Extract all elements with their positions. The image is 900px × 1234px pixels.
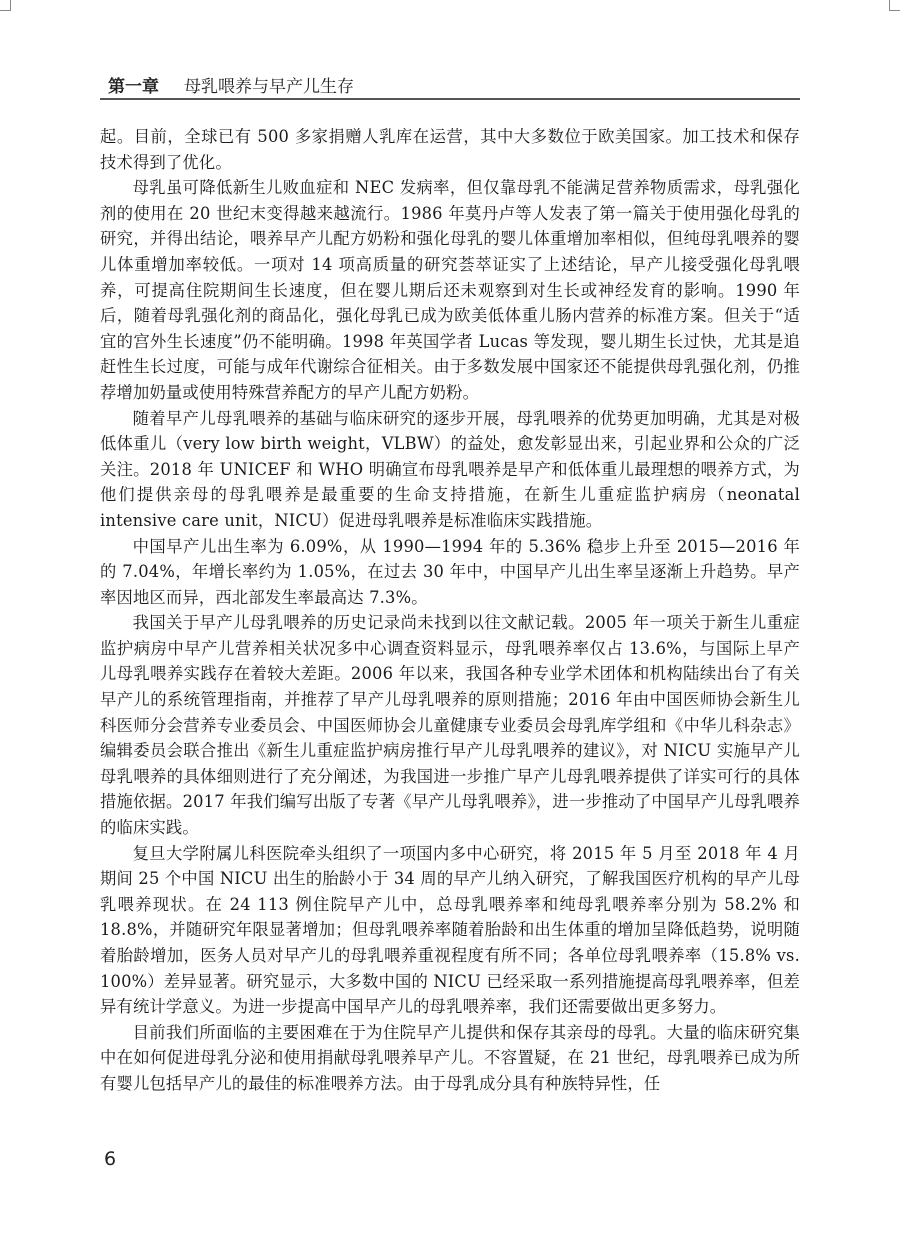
paragraph-1: 起。目前，全球已有 500 多家捐赠人乳库在运营，其中大多数位于欧美国家。加工技术和保存技术得到了优化。: [100, 127, 800, 172]
crop-mark-top-right: [889, 0, 900, 11]
paragraph-3: 随着早产儿母乳喂养的基础与临床研究的逐步开展，母乳喂养的优势更加明确，尤其是对极低体重儿（very low birth weight，VLBW）的益处，愈发彰显出来，引起业界和公众的广泛关注。2018 年 UNICEF 和 WHO 明确宣布母乳喂养是早产和低体重儿最理想的喂养方式，为他们提供亲母的母乳喂养是最重要的生命支持措施，在新生儿重症监护病房（neonatal intensive care unit，NICU）促进母乳喂养是标准临床实践措施。: [100, 408, 800, 530]
chapter-label: 第一章: [108, 77, 159, 97]
paragraph-2: 母乳虽可降低新生儿败血症和 NEC 发病率，但仅靠母乳不能满足营养物质需求，母乳强化剂的使用在 20 世纪末变得越来越流行。1986 年莫丹卢等人发表了第一篇关于使用强化母乳的研究，并得出结论，喂养早产儿配方奶粉和强化母乳的婴儿体重增加率相似，但纯母乳喂养的婴儿体重增加率较低。一项对 14 项高质量的研究荟萃证实了上述结论，早产儿接受强化母乳喂养，可提高住院期间生长速度，但在婴儿期后还未观察到对生长或神经发育的影响。1990 年后，随着母乳强化剂的商品化，强化母乳已成为欧美低体重儿肠内营养的标准方案。但关于“适宜的宫外生长速度”仍不能明确。1998 年英国学者 Lucas 等发现，婴儿期生长过快，尤其是追赶性生长过度，可能与成年代谢综合征相关。由于多数发展中国家还不能提供母乳强化剂，仍推荐增加奶量或使用特殊营养配方的早产儿配方奶粉。: [100, 178, 800, 402]
header-rule: [100, 98, 800, 100]
paragraph-4: 中国早产儿出生率为 6.09%，从 1990—1994 年的 5.36% 稳步上升至 2015—2016 年的 7.04%，年增长率约为 1.05%，在过去 30 年中，中国早产儿出生率呈逐渐上升趋势。早产率因地区而异，西北部发生率最高达 7.3%。: [100, 536, 800, 607]
paragraph-7: 目前我们所面临的主要困难在于为住院早产儿提供和保存其亲母的母乳。大量的临床研究集中在如何促进母乳分泌和使用捐献母乳喂养早产儿。不容置疑，在 21 世纪，母乳喂养已成为所有婴儿包括早产儿的最佳的标准喂养方法。由于母乳成分具有种族特异性，任: [100, 1022, 800, 1093]
running-header: [100, 66, 800, 102]
paragraph-5: 我国关于早产儿母乳喂养的历史记录尚未找到以往文献记载。2005 年一项关于新生儿重症监护病房中早产儿营养相关状况多中心调查资料显示，母乳喂养率仅占 13.6%，与国际上早产儿母乳喂养实践存在着较大差距。2006 年以来，我国各种专业学术团体和机构陆续出台了有关早产儿的系统管理指南，并推荐了早产儿母乳喂养的原则措施；2016 年由中国医师协会新生儿科医师分会营养专业委员会、中国医师协会儿童健康专业委员会母乳库学组和《中华儿科杂志》编辑委员会联合推出《新生儿重症监护病房推行早产儿母乳喂养的建议》，对 NICU 实施早产儿母乳喂养的具体细则进行了充分阐述，为我国进一步推广早产儿母乳喂养提供了详实可行的具体措施依据。2017 年我们编写出版了专著《早产儿母乳喂养》，进一步推动了中国早产儿母乳喂养的临床实践。: [100, 613, 800, 838]
chapter-title: 母乳喂养与早产儿生存: [184, 77, 354, 97]
paragraph-6: 复旦大学附属儿科医院牵头组织了一项国内多中心研究，将 2015 年 5 月至 2018 年 4 月期间 25 个中国 NICU 出生的胎龄小于 34 周的早产儿纳入研究，了解我国医疗机构的早产儿母乳喂养现状。在 24 113 例住院早产儿中，总母乳喂养率和纯母乳喂养率分别为 58.2% 和 18.8%，并随研究年限显著增加；但母乳喂养率随着胎龄和出生体重的增加呈降低趋势，说明随着胎龄增加，医务人员对早产儿的母乳喂养重视程度有所不同；各单位母乳喂养率（15.8% vs. 100%）差异显著。研究显示，大多数中国的 NICU 已经采取一系列措施提高母乳喂养率，但差异有统计学意义。为进一步提高中国早产儿的母乳喂养率，我们还需要做出更多努力。: [100, 843, 800, 1017]
body-text: [100, 124, 800, 1097]
page-number: 6: [104, 1148, 117, 1170]
crop-mark-top-left: [0, 0, 11, 11]
